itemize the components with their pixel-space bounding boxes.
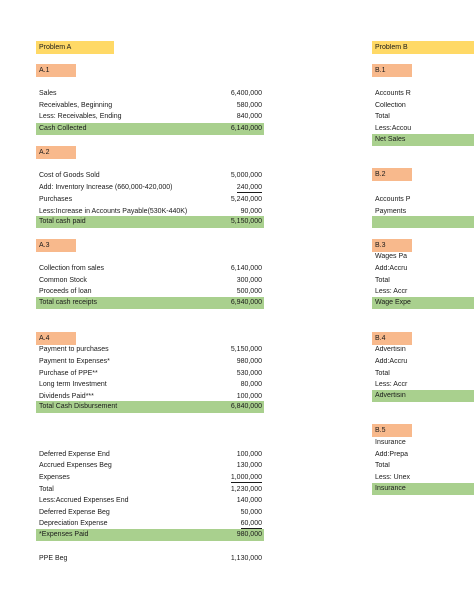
b3-row: Less: Accr xyxy=(375,288,408,295)
a4-label: A.4 xyxy=(39,335,50,342)
a3-row: Common Stock 300,000 xyxy=(39,277,262,284)
b1-row: Less:Accou xyxy=(375,125,412,132)
b5-total-row: Insurance xyxy=(375,485,406,492)
b1-row: Total xyxy=(375,113,390,120)
a3-label: A.3 xyxy=(39,242,50,249)
b2-label: B.2 xyxy=(375,171,386,178)
a2-label: A.2 xyxy=(39,149,50,156)
b5-row: Less: Unex xyxy=(375,474,411,481)
b3-row: Add:Accru xyxy=(375,265,408,272)
a4-row: Dividends Paid*** 100,000 xyxy=(39,393,262,400)
a2-row: Cost of Goods Sold 5,000,000 xyxy=(39,172,262,179)
b5-row: Add:Prepa xyxy=(375,451,409,458)
expense-row: Deferred Expense End 100,000 xyxy=(39,451,262,458)
expense-row: Deferred Expense Beg 50,000 xyxy=(39,509,262,516)
a4-total-row: Total Cash Disbursement 6,840,000 xyxy=(39,403,262,410)
ppe-row: PPE Beg 1,130,000 xyxy=(39,555,262,562)
expenses-total-row: *Expenses Paid 980,000 xyxy=(39,531,262,538)
b3-label: B.3 xyxy=(375,242,386,249)
b2-row: Accounts P xyxy=(375,196,411,203)
b4-row: Less: Accr xyxy=(375,381,408,388)
b3-row: Total xyxy=(375,277,390,284)
expense-row: Expenses 1,000,000 xyxy=(39,474,262,481)
expense-row: Less:Accrued Expenses End 140,000 xyxy=(39,497,262,504)
problem-a-label: Problem A xyxy=(39,44,72,51)
a1-row: Sales 6,400,000 xyxy=(39,90,262,97)
b3-total-row: Wage Expe xyxy=(375,299,411,306)
expense-row: Depreciation Expense 60,000 xyxy=(39,520,262,527)
expense-row: Accrued Expenses Beg 130,000 xyxy=(39,462,262,469)
a1-total-row: Cash Collected 6,140,000 xyxy=(39,125,262,132)
a2-row: Add: Inventory Increase (660,000-420,000) 240,000 xyxy=(39,184,262,191)
b2-row: Payments xyxy=(375,208,407,215)
b4-row: Total xyxy=(375,370,390,377)
b4-row: Add:Accru xyxy=(375,358,408,365)
b5-row: Total xyxy=(375,462,390,469)
b1-label: B.1 xyxy=(375,67,386,74)
b4-row: Advertisin xyxy=(375,346,406,353)
expense-row: Total 1,230,000 xyxy=(39,486,262,493)
b2-total-bar xyxy=(372,216,474,228)
b1-row: Accounts R xyxy=(375,90,411,97)
b5-row: Insurance xyxy=(375,439,406,446)
a2-total-row: Total cash paid 5,150,000 xyxy=(39,218,262,225)
b1-total-row: Net Sales xyxy=(375,136,406,143)
a2-row: Purchases 5,240,000 xyxy=(39,196,262,203)
a4-row: Payment to Expenses* 980,000 xyxy=(39,358,262,365)
a4-row: Payment to purchases 5,150,000 xyxy=(39,346,262,353)
b1-row: Collection xyxy=(375,102,406,109)
a1-label: A.1 xyxy=(39,67,50,74)
b3-row: Wages Pa xyxy=(375,253,408,260)
a1-row: Receivables, Beginning 580,000 xyxy=(39,102,262,109)
a2-row: Less:Increase in Accounts Payable(530K-440K) 90,000 xyxy=(39,208,262,215)
problem-b-label: Problem B xyxy=(375,44,408,51)
a4-row: Purchase of PPE** 530,000 xyxy=(39,370,262,377)
a3-row: Collection from sales 6,140,000 xyxy=(39,265,262,272)
a4-row: Long term Investment 80,000 xyxy=(39,381,262,388)
b5-label: B.5 xyxy=(375,427,386,434)
b4-total-row: Advertisin xyxy=(375,392,406,399)
a3-row: Proceeds of loan 500,000 xyxy=(39,288,262,295)
b4-label: B.4 xyxy=(375,335,386,342)
a1-row: Less: Receivables, Ending 840,000 xyxy=(39,113,262,120)
a3-total-row: Total cash receipts 6,940,000 xyxy=(39,299,262,306)
